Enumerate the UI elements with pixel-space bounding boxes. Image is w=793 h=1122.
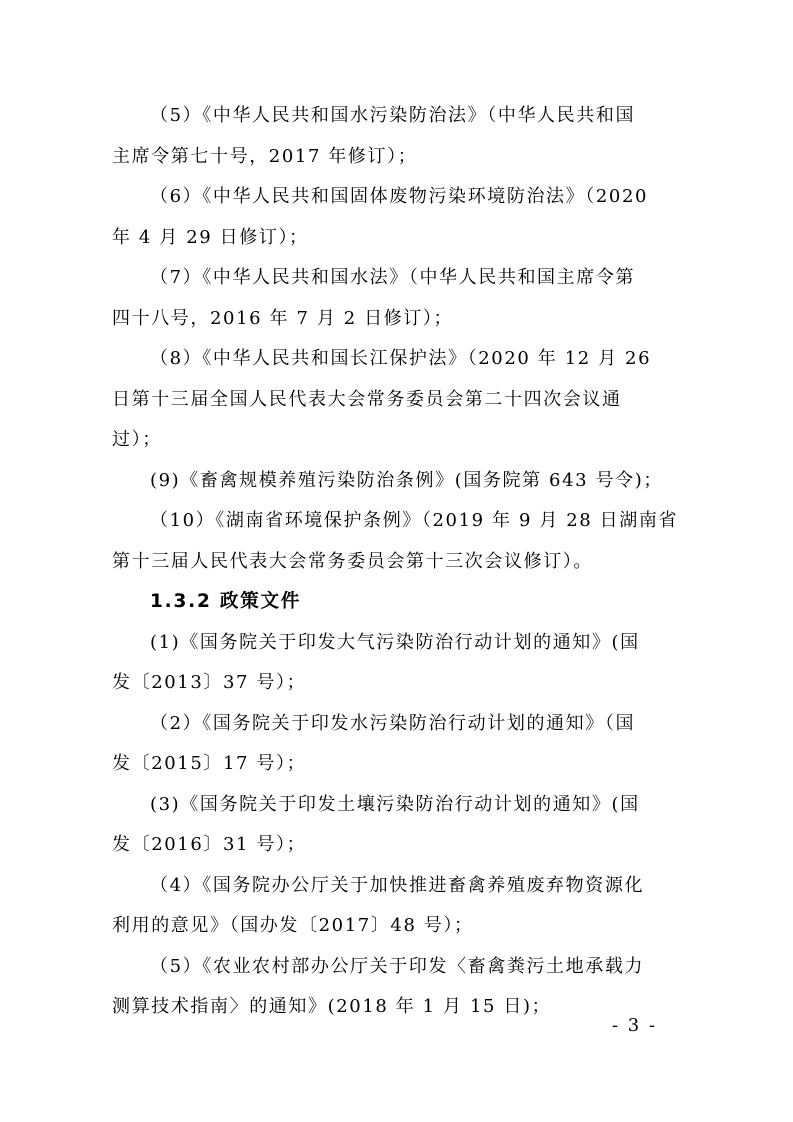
- list-item-line: 过）；: [112, 429, 162, 450]
- list-item: [112, 947, 688, 1028]
- list-item-line: 第十三届人民代表大会常务委员会第十三次会议修订）。: [112, 550, 593, 572]
- list-item-line: （6）《中华人民共和国固体废物污染环境防治法》（2020: [150, 186, 649, 207]
- list-item: [112, 623, 688, 704]
- list-item: [112, 461, 688, 502]
- list-item-line: （5）《中华人民共和国水污染防治法》（中华人民共和国: [150, 105, 636, 126]
- list-item: [112, 866, 688, 947]
- list-item: [112, 501, 688, 582]
- list-item: [112, 704, 688, 785]
- list-item-line: 四十八号，2016 年 7 月 2 日修订）；: [112, 307, 454, 329]
- list-item-line: （8）《中华人民共和国长江保护法》（2020 年 12 月 26: [150, 348, 652, 369]
- list-item-line: （5）《农业农村部办公厅关于印发〈畜禽粪污土地承载力: [150, 955, 645, 977]
- list-item-line: （7）《中华人民共和国水法》（中华人民共和国主席令第: [150, 267, 636, 288]
- list-item-line: (9)《畜禽规模养殖污染防治条例》(国务院第 643 号令)；: [150, 469, 663, 491]
- list-item-line: 测算技术指南〉的通知》(2018 年 1 月 15 日)；: [112, 996, 552, 1017]
- list-item: [112, 258, 688, 339]
- list-item-line: 主席令第七十号，2017 年修订）；: [112, 145, 418, 167]
- list-item-line: 发〔2015〕17 号）；: [112, 753, 307, 774]
- page-number: - 3 -: [612, 1015, 658, 1036]
- document-body: [112, 96, 688, 1028]
- list-item-line: 发〔2016〕31 号）；: [112, 834, 307, 855]
- section-heading: 1.3.2 政策文件: [150, 591, 302, 612]
- policy-list: [112, 623, 688, 1028]
- list-item-line: （10）《湖南省环境保护条例》（2019 年 9 月 28 日湖南省: [150, 510, 679, 531]
- list-item-line: 发〔2013〕37 号）；: [112, 672, 307, 693]
- list-item: [112, 96, 688, 177]
- list-item-line: (3)《国务院关于印发土壤污染防治行动计划的通知》(国: [150, 793, 640, 815]
- list-item-line: (1)《国务院关于印发大气污染防治行动计划的通知》(国: [150, 631, 640, 653]
- list-item: [112, 339, 688, 461]
- list-item-line: （4）《国务院办公厅关于加快推进畜禽养殖废弃物资源化: [150, 874, 645, 896]
- list-item: [112, 177, 688, 258]
- list-item: [112, 785, 688, 866]
- list-item-line: 年 4 月 29 日修订）；: [112, 226, 309, 248]
- list-item-line: 日第十三届全国人民代表大会常务委员会第二十四次会议通: [112, 388, 622, 410]
- law-list: [112, 96, 688, 582]
- list-item-line: （2）《国务院关于印发水污染防治行动计划的通知》（国: [150, 712, 636, 734]
- list-item-line: 利用的意见》（国办发〔2017〕48 号）；: [112, 915, 474, 936]
